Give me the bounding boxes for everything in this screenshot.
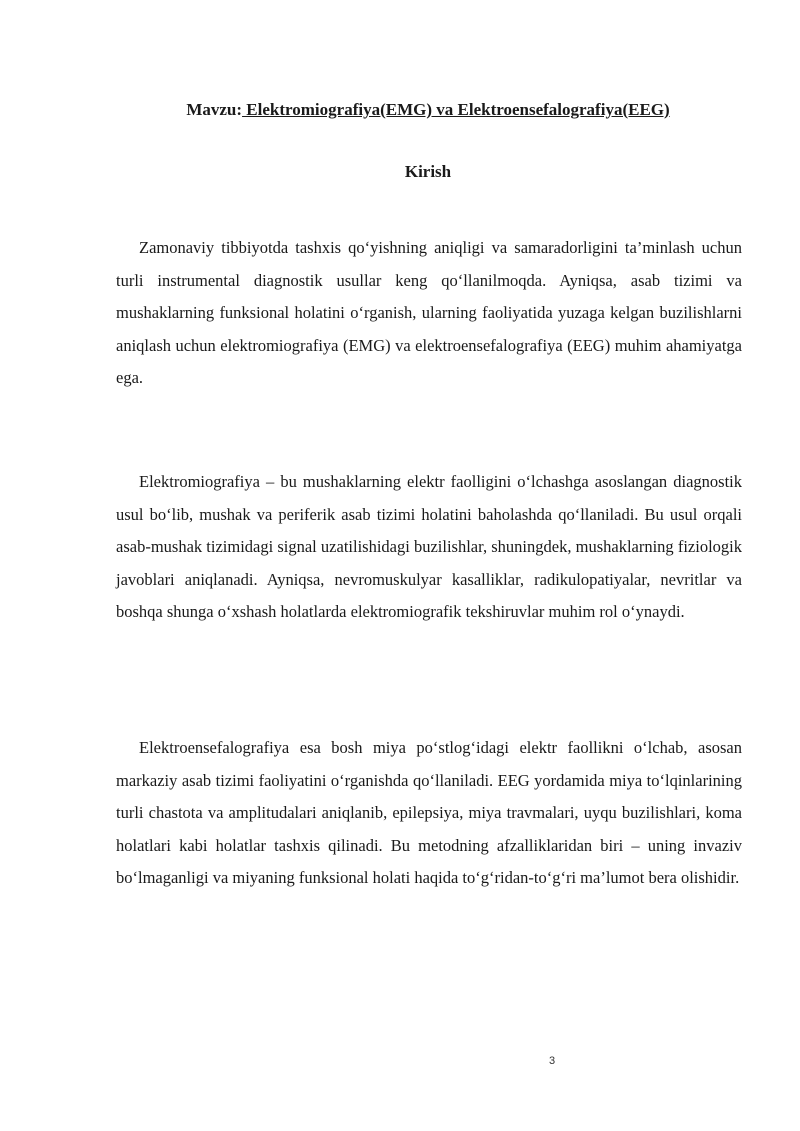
paragraph-emg: Elektromiografiya – bu mushaklarning elektr faolligini o‘lchashga asoslangan diagnostik usul bo‘lib, mushak va periferik asab tizimi holatini baholashda qo‘llaniladi. Bu usul orqali asab-mushak tizimidagi signal uzatilishidagi buzilishlar, shuningdek, mushaklarning fiziologik javoblari aniqlanadi. Ayniqsa, nevromuskulyar kasalliklar, radikulopatiyalar, nevritlar va boshqa shunga o‘xshash holatlarda elektromiografik tekshiruvlar muhim rol o‘ynaydi.: [116, 472, 742, 621]
paragraph-introduction: Zamonaviy tibbiyotda tashxis qo‘yishning aniqligi va samaradorligini ta’minlash uchun turli instrumental diagnostik usullar keng qo‘llanilmoqda. Ayniqsa, asab tizimi va mushaklarning funksional holatini o‘rganish, ularning faoliyatida yuzaga kelgan buzilishlarni aniqlash uchun elektromiografiya (EMG) va elektroensefalografiya (EEG) muhim ahamiyatga ega.: [116, 238, 742, 387]
document-title: [0, 98, 800, 122]
title-topic: Elektromiografiya(EMG) va Elektroensefalografiya(EEG): [242, 100, 670, 119]
page-number: 3: [548, 1055, 556, 1067]
title-prefix: Mavzu:: [186, 100, 243, 119]
section-heading: Kirish: [404, 162, 452, 181]
paragraph-eeg: Elektroensefalografiya esa bosh miya po‘stlog‘idagi elektr faollikni o‘lchab, asosan markaziy asab tizimi faoliyatini o‘rganishda qo‘llaniladi. EEG yordamida miya to‘lqinlarining turli chastota va amplitudalari aniqlanib, epilepsiya, miya travmalari, uyqu buzilishlari, koma holatlari kabi holatlar tashxis qilinadi. Bu metodning afzalliklaridan biri – uning invaziv bo‘lmaganligi va miyaning funksional holati haqida to‘g‘ridan-to‘g‘ri ma’lumot bera olishidir.: [116, 738, 742, 887]
